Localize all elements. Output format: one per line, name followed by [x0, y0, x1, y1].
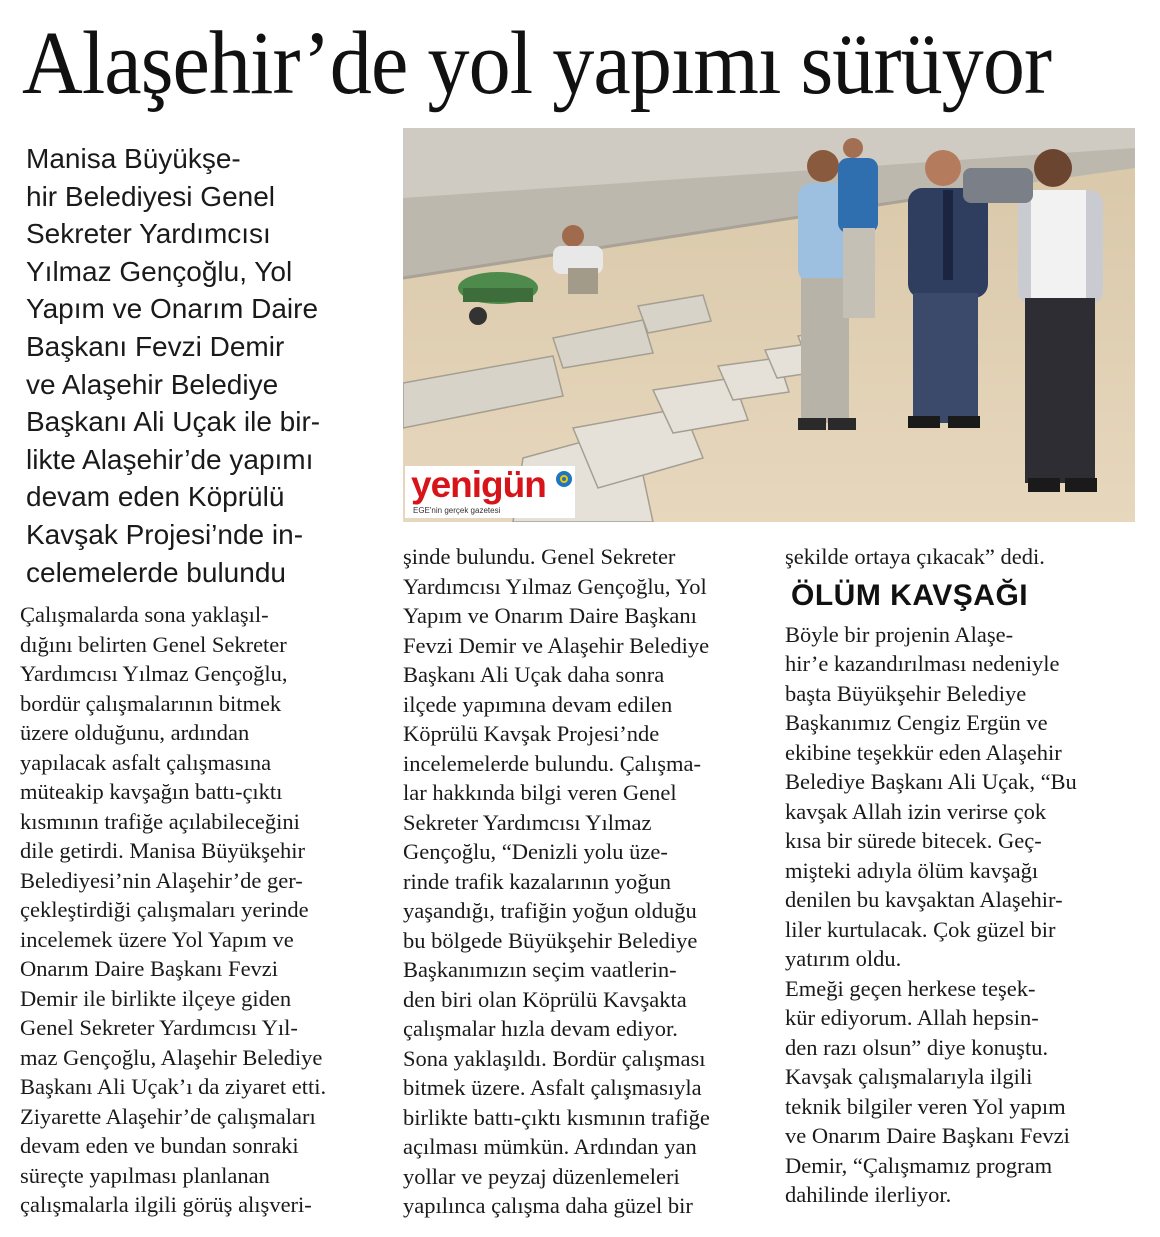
text-line: yaşandığı, trafiğin yoğun olduğu: [403, 898, 697, 923]
text-line: lar hakkında bilgi veren Genel: [403, 780, 677, 805]
text-line: teknik bilgiler veren Yol yapım: [785, 1093, 1066, 1119]
text-line: ve Onarım Daire Başkanı Fevzi: [785, 1123, 1070, 1148]
lead-line: Yapım ve Onarım Daire: [26, 293, 319, 325]
lead-line: celemelerde bulundu: [26, 556, 286, 588]
text-line: den biri olan Köprülü Kavşakta: [403, 986, 687, 1012]
text-line: den razı olsun” diye konuştu.: [785, 1034, 1049, 1060]
text-line: birlikte battı-çıktı kısmının trafiğe: [403, 1104, 710, 1130]
text-line: dahilinde ilerliyor.: [785, 1182, 952, 1207]
text-line: Sekreter Yardımcısı Yılmaz: [403, 809, 652, 835]
text-line: çalışmalar hızla devam ediyor.: [403, 1016, 678, 1041]
text-line: çekleştirdiği çalışmaları yerinde: [20, 897, 309, 922]
lead-line: Yılmaz Gençoğlu, Yol: [26, 255, 293, 287]
lead-line: Kavşak Projesi’nde in-: [26, 518, 304, 550]
text-line: dile getirdi. Manisa Büyükşehir: [20, 838, 305, 863]
headline: Alaşehir’de yol yapımı sürüyor: [22, 14, 1052, 113]
text-line: Çalışmalarda sona yaklaşıl-: [20, 602, 269, 627]
text-line: Emeği geçen herkese teşek-: [785, 975, 1036, 1001]
text-line: kısa bir sürede bitecek. Geç-: [785, 828, 1042, 853]
article-column-3: [785, 542, 1140, 1210]
text-line: başta Büyükşehir Belediye: [785, 680, 1027, 706]
lead-line: hir Belediyesi Genel: [26, 180, 276, 212]
text-line: Genel Sekreter Yardımcısı Yıl-: [20, 1015, 298, 1040]
text-line: Böyle bir projenin Alaşe-: [785, 621, 1014, 647]
text-line: Yardımcısı Yılmaz Gençoğlu,: [20, 661, 288, 686]
text-line: Sona yaklaşıldı. Bordür çalışması: [403, 1045, 706, 1071]
logo-tagline: EGE'nin gerçek gazetesi: [413, 506, 501, 515]
text-line: Demir ile birlikte ilçeye giden: [20, 985, 292, 1011]
text-line: yapılacak asfalt çalışmasına: [20, 749, 272, 775]
text-line: şinde bulundu. Genel Sekreter: [403, 544, 676, 569]
text-line: dığını belirten Genel Sekreter: [20, 631, 287, 657]
text-line: yatırım oldu.: [785, 946, 902, 971]
text-line: açılması mümkün. Ardından yan: [403, 1134, 697, 1159]
lead-line: Sekreter Yardımcısı: [26, 218, 271, 250]
lead-line: Manisa Büyükşe-: [26, 143, 241, 174]
text-line: süreçte yapılması planlanan: [20, 1162, 270, 1188]
text-line: çalışmalarla ilgili görüş alışveri-: [20, 1192, 312, 1217]
text-line: kısmının trafiğe açılabileceğini: [20, 808, 300, 834]
text-line: maz Gençoğlu, Alaşehir Belediye: [20, 1044, 323, 1070]
text-line: Demir, “Çalışmamız program: [785, 1152, 1053, 1178]
text-line: şekilde ortaya çıkacak” dedi.: [785, 544, 1045, 569]
text-line: Başkanımız Cengiz Ergün ve: [785, 710, 1048, 735]
text-line: ilçede yapımına devam edilen: [403, 691, 673, 717]
text-line: üzere olduğunu, ardından: [20, 720, 250, 745]
text-line: Belediye Başkanı Ali Uçak, “Bu: [785, 769, 1077, 794]
construction-site-photo: [403, 128, 1135, 522]
news-photo: [403, 128, 1135, 522]
text-line: Kavşak çalışmalarıyla ilgili: [785, 1064, 1033, 1089]
text-line: Başkanı Ali Uçak’ı da ziyaret etti.: [20, 1074, 327, 1099]
text-line: bordür çalışmalarının bitmek: [20, 690, 282, 716]
text-line: devam eden ve bundan sonraki: [20, 1133, 299, 1158]
text-line: bu bölgede Büyükşehir Belediye: [403, 927, 698, 953]
text-line: Gençoğlu, “Denizli yolu üze-: [403, 839, 668, 864]
text-line: Köprülü Kavşak Projesi’nde: [403, 721, 660, 746]
newspaper-logo: [405, 466, 575, 518]
text-line: liler kurtulacak. Çok güzel bir: [785, 916, 1056, 942]
lead-line: ve Alaşehir Belediye: [26, 368, 279, 400]
text-line: Onarım Daire Başkanı Fevzi: [20, 956, 279, 981]
lead-line: likte Alaşehir’de yapımı: [26, 443, 314, 475]
article-column-2: [403, 542, 763, 1221]
text-line: mişteki adıyla ölüm kavşağı: [785, 857, 1039, 883]
text-line: hir’e kazandırılması nedeniyle: [785, 651, 1060, 676]
text-line: Başkanı Ali Uçak daha sonra: [403, 662, 665, 687]
text-line: kavşak Allah izin verirse çok: [785, 798, 1047, 824]
lead-line: Başkanı Ali Uçak ile bir-: [26, 406, 321, 438]
text-line: incelemek üzere Yol Yapım ve: [20, 926, 294, 952]
subheading: ÖLÜM KAVŞAĞI: [791, 578, 1029, 612]
text-line: Ziyarette Alaşehir’de çalışmaları: [20, 1103, 316, 1129]
eye-icon: [555, 470, 573, 488]
text-line: Belediyesi’nin Alaşehir’de ger-: [20, 867, 303, 893]
text-line: bitmek üzere. Asfalt çalışmasıyla: [403, 1075, 702, 1100]
logo-text: yenigün: [411, 464, 546, 505]
lead-paragraph: [26, 140, 376, 591]
text-line: Yapım ve Onarım Daire Başkanı: [403, 603, 697, 628]
text-line: Başkanımızın seçim vaatlerin-: [403, 957, 677, 982]
text-line: incelemelerde bulundu. Çalışma-: [403, 750, 702, 776]
article-column-1: [20, 600, 375, 1220]
text-line: kür ediyorum. Allah hepsin-: [785, 1005, 1039, 1030]
text-line: rinde trafik kazalarının yoğun: [403, 868, 672, 894]
text-line: denilen bu kavşaktan Alaşehir-: [785, 887, 1063, 912]
lead-line: devam eden Köprülü: [26, 481, 285, 513]
text-line: Yardımcısı Yılmaz Gençoğlu, Yol: [403, 573, 707, 599]
text-line: Fevzi Demir ve Alaşehir Belediye: [403, 632, 710, 658]
text-line: müteakip kavşağın battı-çıktı: [20, 779, 283, 804]
text-line: yapılınca çalışma daha güzel bir: [403, 1193, 693, 1218]
text-line: yollar ve peyzaj düzenlemeleri: [403, 1163, 680, 1189]
lead-line: Başkanı Fevzi Demir: [26, 330, 285, 362]
text-line: ekibine teşekkür eden Alaşehir: [785, 739, 1062, 765]
